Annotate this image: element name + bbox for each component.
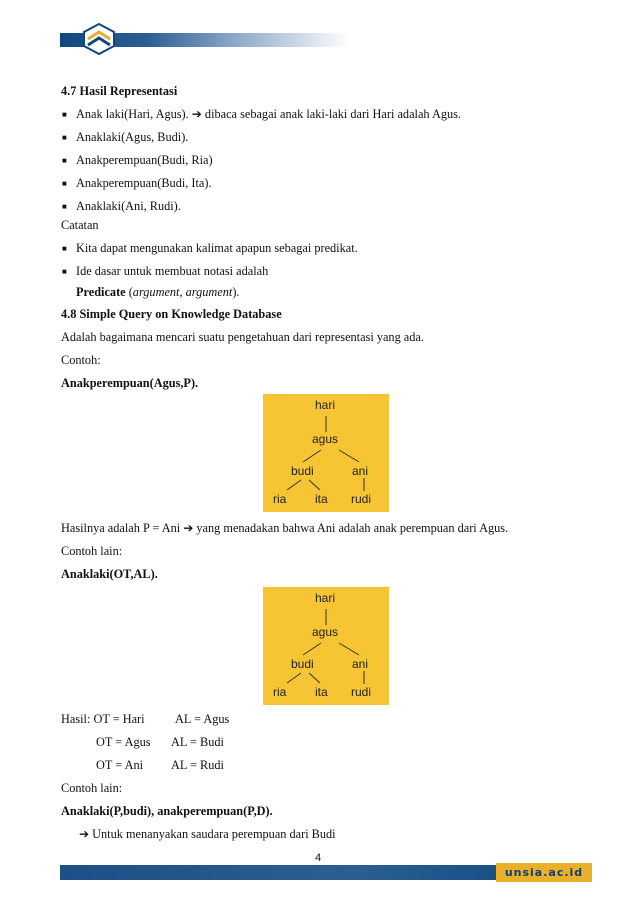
tree-node-rudi: rudi xyxy=(351,685,372,699)
tree-node-agus: agus xyxy=(312,625,339,639)
contoh-label: Contoh: xyxy=(61,353,101,367)
page-number: 4 xyxy=(315,852,322,864)
family-tree-diagram xyxy=(263,394,389,512)
section-heading-4-7: 4.7 Hasil Representasi xyxy=(61,84,178,98)
query-1: Anakperempuan(Agus,P). xyxy=(61,376,199,390)
hasil-ot: OT = Agus xyxy=(96,735,151,749)
tree-node-budi: budi xyxy=(291,657,314,671)
contoh-lain-label: Contoh lain: xyxy=(61,781,123,795)
bullet-square-icon: ■ xyxy=(62,244,67,253)
bullet-square-icon: ■ xyxy=(62,110,67,119)
intro-text: Adalah bagaimana mencari suatu pengetahuan dari representasi yang ada. xyxy=(61,330,424,344)
list-item: ■ Anaklaki(Agus, Budi). xyxy=(62,130,189,144)
family-tree-diagram xyxy=(263,587,389,705)
arrow-right-icon: ➔ xyxy=(79,827,90,841)
query-3: Anaklaki(P,budi), anakperempuan(P,D). xyxy=(61,804,273,818)
result-text: Hasilnya adalah P = Ani ➔ yang menadakan bahwa Ani adalah anak perempuan dari Agus. xyxy=(61,521,509,535)
tree-node-hari: hari xyxy=(315,398,336,412)
tree-node-ita: ita xyxy=(315,492,328,506)
query-2: Anaklaki(OT,AL). xyxy=(61,567,158,581)
hasil-al: AL = Rudi xyxy=(171,758,224,772)
final-note: ➔ Untuk menanyakan saudara perempuan dari Budi xyxy=(79,827,336,841)
list-item: ■ Anakperempuan(Budi, Ita). xyxy=(62,176,212,190)
bullet-square-icon: ■ xyxy=(62,202,67,211)
hasil-ot: OT = Ani xyxy=(96,758,144,772)
contoh-lain-label: Contoh lain: xyxy=(61,544,123,558)
footer-brand-label: unsia.ac.id xyxy=(496,863,592,882)
tree-node-ita: ita xyxy=(315,685,328,699)
tree-node-rudi: rudi xyxy=(351,492,372,506)
list-item: ■ Anak laki(Hari, Agus). ➔ dibaca sebagai anak laki-laki dari Hari adalah Agus. xyxy=(62,107,461,121)
predicate-notation: Predicate (argument, argument). xyxy=(76,285,240,299)
section-heading-4-8: 4.8 Simple Query on Knowledge Database xyxy=(61,307,282,321)
tree-node-ani: ani xyxy=(352,464,369,478)
hasil-al: AL = Agus xyxy=(175,712,230,726)
bullet-square-icon: ■ xyxy=(62,267,67,276)
list-item: ■ Anaklaki(Ani, Rudi). xyxy=(62,199,181,213)
tree-node-budi: budi xyxy=(291,464,314,478)
tree-node-ria: ria xyxy=(273,492,287,506)
tree-node-ria: ria xyxy=(273,685,287,699)
tree-node-ani: ani xyxy=(352,657,369,671)
arrow-right-icon: ➔ xyxy=(191,107,202,121)
list-item: ■ Kita dapat mengunakan kalimat apapun sebagai predikat. xyxy=(62,241,358,255)
bullet-square-icon: ■ xyxy=(62,156,67,165)
catatan-label: Catatan xyxy=(61,218,99,232)
tree-node-hari: hari xyxy=(315,591,336,605)
list-item: ■ Anakperempuan(Budi, Ria) xyxy=(62,153,213,167)
university-logo xyxy=(82,22,116,56)
arrow-right-icon: ➔ xyxy=(183,521,194,535)
bullet-square-icon: ■ xyxy=(62,133,67,142)
hasil-al: AL = Budi xyxy=(171,735,224,749)
tree-node-agus: agus xyxy=(312,432,339,446)
hasil-ot: Hasil: OT = Hari xyxy=(61,712,145,726)
list-item: ■ Ide dasar untuk membuat notasi adalah xyxy=(62,264,269,278)
bullet-square-icon: ■ xyxy=(62,179,67,188)
